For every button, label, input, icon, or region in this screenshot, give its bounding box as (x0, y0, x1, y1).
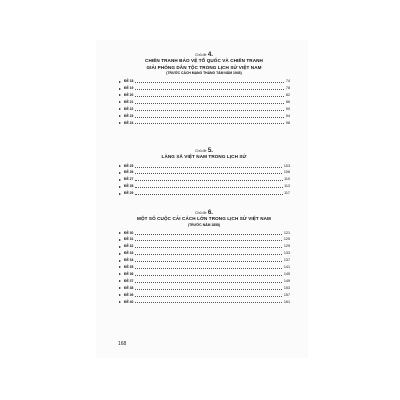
topic-prefix: Chủ đề (194, 149, 207, 153)
topic-number: 4. (207, 51, 214, 58)
bullet-triangle-icon (119, 108, 121, 110)
topic-subtitle: (TRƯỚC NĂM 1858) (187, 222, 221, 227)
entry-page-number: 125 (283, 237, 290, 242)
toc-entry[interactable] (118, 169, 290, 176)
topic-subtitle: (TRƯỚC CÁCH MẠNG THÁNG TÁM NĂM 1945) (166, 71, 242, 76)
entry-page-number: 121 (283, 230, 290, 235)
topic-title-line: GIẢI PHÓNG DÂN TỘC TRONG LỊCH SỬ VIỆT NAM (146, 64, 262, 70)
entry-page-number: 98 (285, 120, 290, 125)
bullet-triangle-icon (119, 266, 121, 268)
entry-label: ĐỀ 30 (124, 230, 134, 235)
dot-leader (135, 167, 282, 168)
bullet-triangle-icon (119, 172, 121, 174)
entry-page-number: 78 (285, 86, 290, 91)
dot-leader (135, 180, 283, 181)
bullet-triangle-icon (119, 186, 121, 188)
entry-page-number: 90 (285, 106, 290, 111)
toc-entry[interactable] (118, 113, 290, 120)
toc-entry[interactable] (118, 106, 290, 113)
entry-label: ĐỀ 20 (124, 92, 134, 97)
entry-page-number: 137 (283, 258, 290, 263)
dot-leader (135, 194, 283, 195)
toc-entry[interactable] (118, 230, 290, 237)
bullet-triangle-icon (119, 260, 121, 262)
dot-leader (135, 302, 282, 303)
entry-label: ĐỀ 25 (124, 163, 134, 168)
entry-label: ĐỀ 36 (124, 271, 134, 276)
dot-leader (135, 254, 282, 255)
bullet-triangle-icon (119, 280, 121, 282)
toc-entry[interactable] (118, 99, 290, 106)
topic-number: 6. (207, 209, 214, 216)
bullet-triangle-icon (119, 287, 121, 289)
entry-label: ĐỀ 37 (124, 278, 134, 283)
bullet-triangle-icon (119, 193, 121, 195)
toc-entry[interactable] (118, 92, 290, 99)
bullet-triangle-icon (119, 179, 121, 181)
dot-leader (135, 117, 284, 118)
dot-leader (135, 123, 284, 124)
entry-label: ĐỀ 28 (124, 184, 134, 189)
dot-leader (135, 173, 282, 174)
bullet-triangle-icon (119, 294, 121, 296)
toc-entry[interactable] (118, 257, 290, 264)
dot-leader (135, 296, 282, 297)
bullet-triangle-icon (119, 246, 121, 248)
entry-label: ĐỀ 18 (124, 79, 134, 84)
toc-entry[interactable] (118, 236, 290, 243)
entry-page-number: 157 (283, 292, 290, 297)
entry-label: ĐỀ 27 (124, 177, 134, 182)
bullet-triangle-icon (119, 88, 121, 90)
dot-leader (135, 110, 284, 111)
dot-leader (135, 289, 282, 290)
entry-page-number: 141 (283, 265, 290, 270)
bullet-triangle-icon (119, 239, 121, 241)
entry-label: ĐỀ 40 (124, 299, 134, 304)
entry-label: ĐỀ 22 (124, 106, 134, 111)
entry-page-number: 103 (283, 163, 290, 168)
entry-label: ĐỀ 29 (124, 191, 134, 196)
dot-leader (135, 234, 282, 235)
entry-label: ĐỀ 19 (124, 86, 134, 91)
bullet-triangle-icon (119, 94, 121, 96)
dot-leader (135, 247, 282, 248)
topic-prefix: Chủ đề (194, 211, 207, 215)
bullet-triangle-icon (119, 115, 121, 117)
toc-entry[interactable] (118, 183, 290, 190)
toc-list (118, 230, 290, 306)
toc-entry[interactable] (118, 292, 290, 299)
bullet-triangle-icon (119, 81, 121, 83)
toc-entry[interactable] (118, 271, 290, 278)
topic-5-section (118, 148, 290, 197)
toc-entry[interactable] (118, 285, 290, 292)
entry-label: ĐỀ 26 (124, 170, 134, 175)
dot-leader (135, 240, 282, 241)
bullet-triangle-icon (119, 122, 121, 124)
entry-page-number: 113 (284, 184, 290, 189)
entry-label: ĐỀ 34 (124, 258, 134, 263)
bullet-triangle-icon (119, 101, 121, 103)
entry-page-number: 110 (284, 177, 290, 182)
dot-leader (135, 103, 284, 104)
topic-6-section (118, 210, 290, 305)
toc-entry[interactable] (118, 163, 290, 170)
bullet-triangle-icon (119, 273, 121, 275)
topic-title-line: CHIẾN TRANH BẢO VỆ TỔ QUỐC VÀ CHIẾN TRANH (145, 58, 263, 63)
entry-page-number: 149 (283, 278, 290, 283)
entry-label: ĐỀ 33 (124, 251, 134, 256)
entry-page-number: 117 (284, 191, 290, 196)
bullet-triangle-icon (119, 232, 121, 234)
bullet-triangle-icon (119, 301, 121, 303)
toc-entry[interactable] (118, 264, 290, 271)
toc-entry[interactable] (118, 299, 290, 306)
entry-label: ĐỀ 31 (124, 237, 134, 242)
dot-leader (135, 282, 282, 283)
topic-title-line: LÀNG XÃ VIỆT NAM TRONG LỊCH SỬ (161, 154, 247, 159)
toc-entry[interactable] (118, 78, 290, 85)
entry-label: ĐỀ 23 (124, 113, 134, 118)
entry-page-number: 106 (283, 170, 290, 175)
topic-number: 5. (207, 147, 214, 154)
entry-label: ĐỀ 24 (124, 120, 134, 125)
entry-page-number: 145 (283, 271, 290, 276)
toc-entry[interactable] (118, 278, 290, 285)
toc-entry[interactable] (118, 190, 290, 197)
dot-leader (135, 96, 284, 97)
toc-entry[interactable] (118, 250, 290, 257)
topic-prefix: Chủ đề (194, 53, 207, 57)
entry-page-number: 133 (283, 251, 290, 256)
toc-entry[interactable] (118, 120, 290, 127)
entry-page-number: 94 (285, 113, 290, 118)
entry-page-number: 86 (285, 99, 290, 104)
entry-page-number: 129 (283, 244, 290, 249)
dot-leader (135, 275, 282, 276)
dot-leader (135, 268, 282, 269)
page-number: 168 (118, 341, 127, 347)
bullet-triangle-icon (119, 253, 121, 255)
dot-leader (135, 261, 282, 262)
toc-entry[interactable] (118, 85, 290, 92)
entry-page-number: 153 (283, 285, 290, 290)
entry-label: ĐỀ 35 (124, 265, 134, 270)
toc-list (118, 163, 290, 197)
toc-entry[interactable] (118, 243, 290, 250)
bullet-triangle-icon (119, 165, 121, 167)
entry-page-number: 82 (285, 92, 290, 97)
topic-4-section (118, 52, 290, 126)
dot-leader (135, 82, 284, 83)
toc-entry[interactable] (118, 176, 290, 183)
entry-label: ĐỀ 38 (124, 285, 134, 290)
entry-label: ĐỀ 21 (124, 99, 134, 104)
entry-page-number: 74 (285, 79, 290, 84)
entry-page-number: 161 (283, 299, 290, 304)
topic-title-line: MỘT SỐ CUỘC CẢI CÁCH LỚN TRONG LỊCH SỬ VIỆT NAM (137, 216, 271, 221)
entry-label: ĐỀ 39 (124, 292, 134, 297)
entry-label: ĐỀ 32 (124, 244, 134, 249)
toc-list (118, 78, 290, 126)
dot-leader (135, 89, 284, 90)
dot-leader (135, 187, 283, 188)
